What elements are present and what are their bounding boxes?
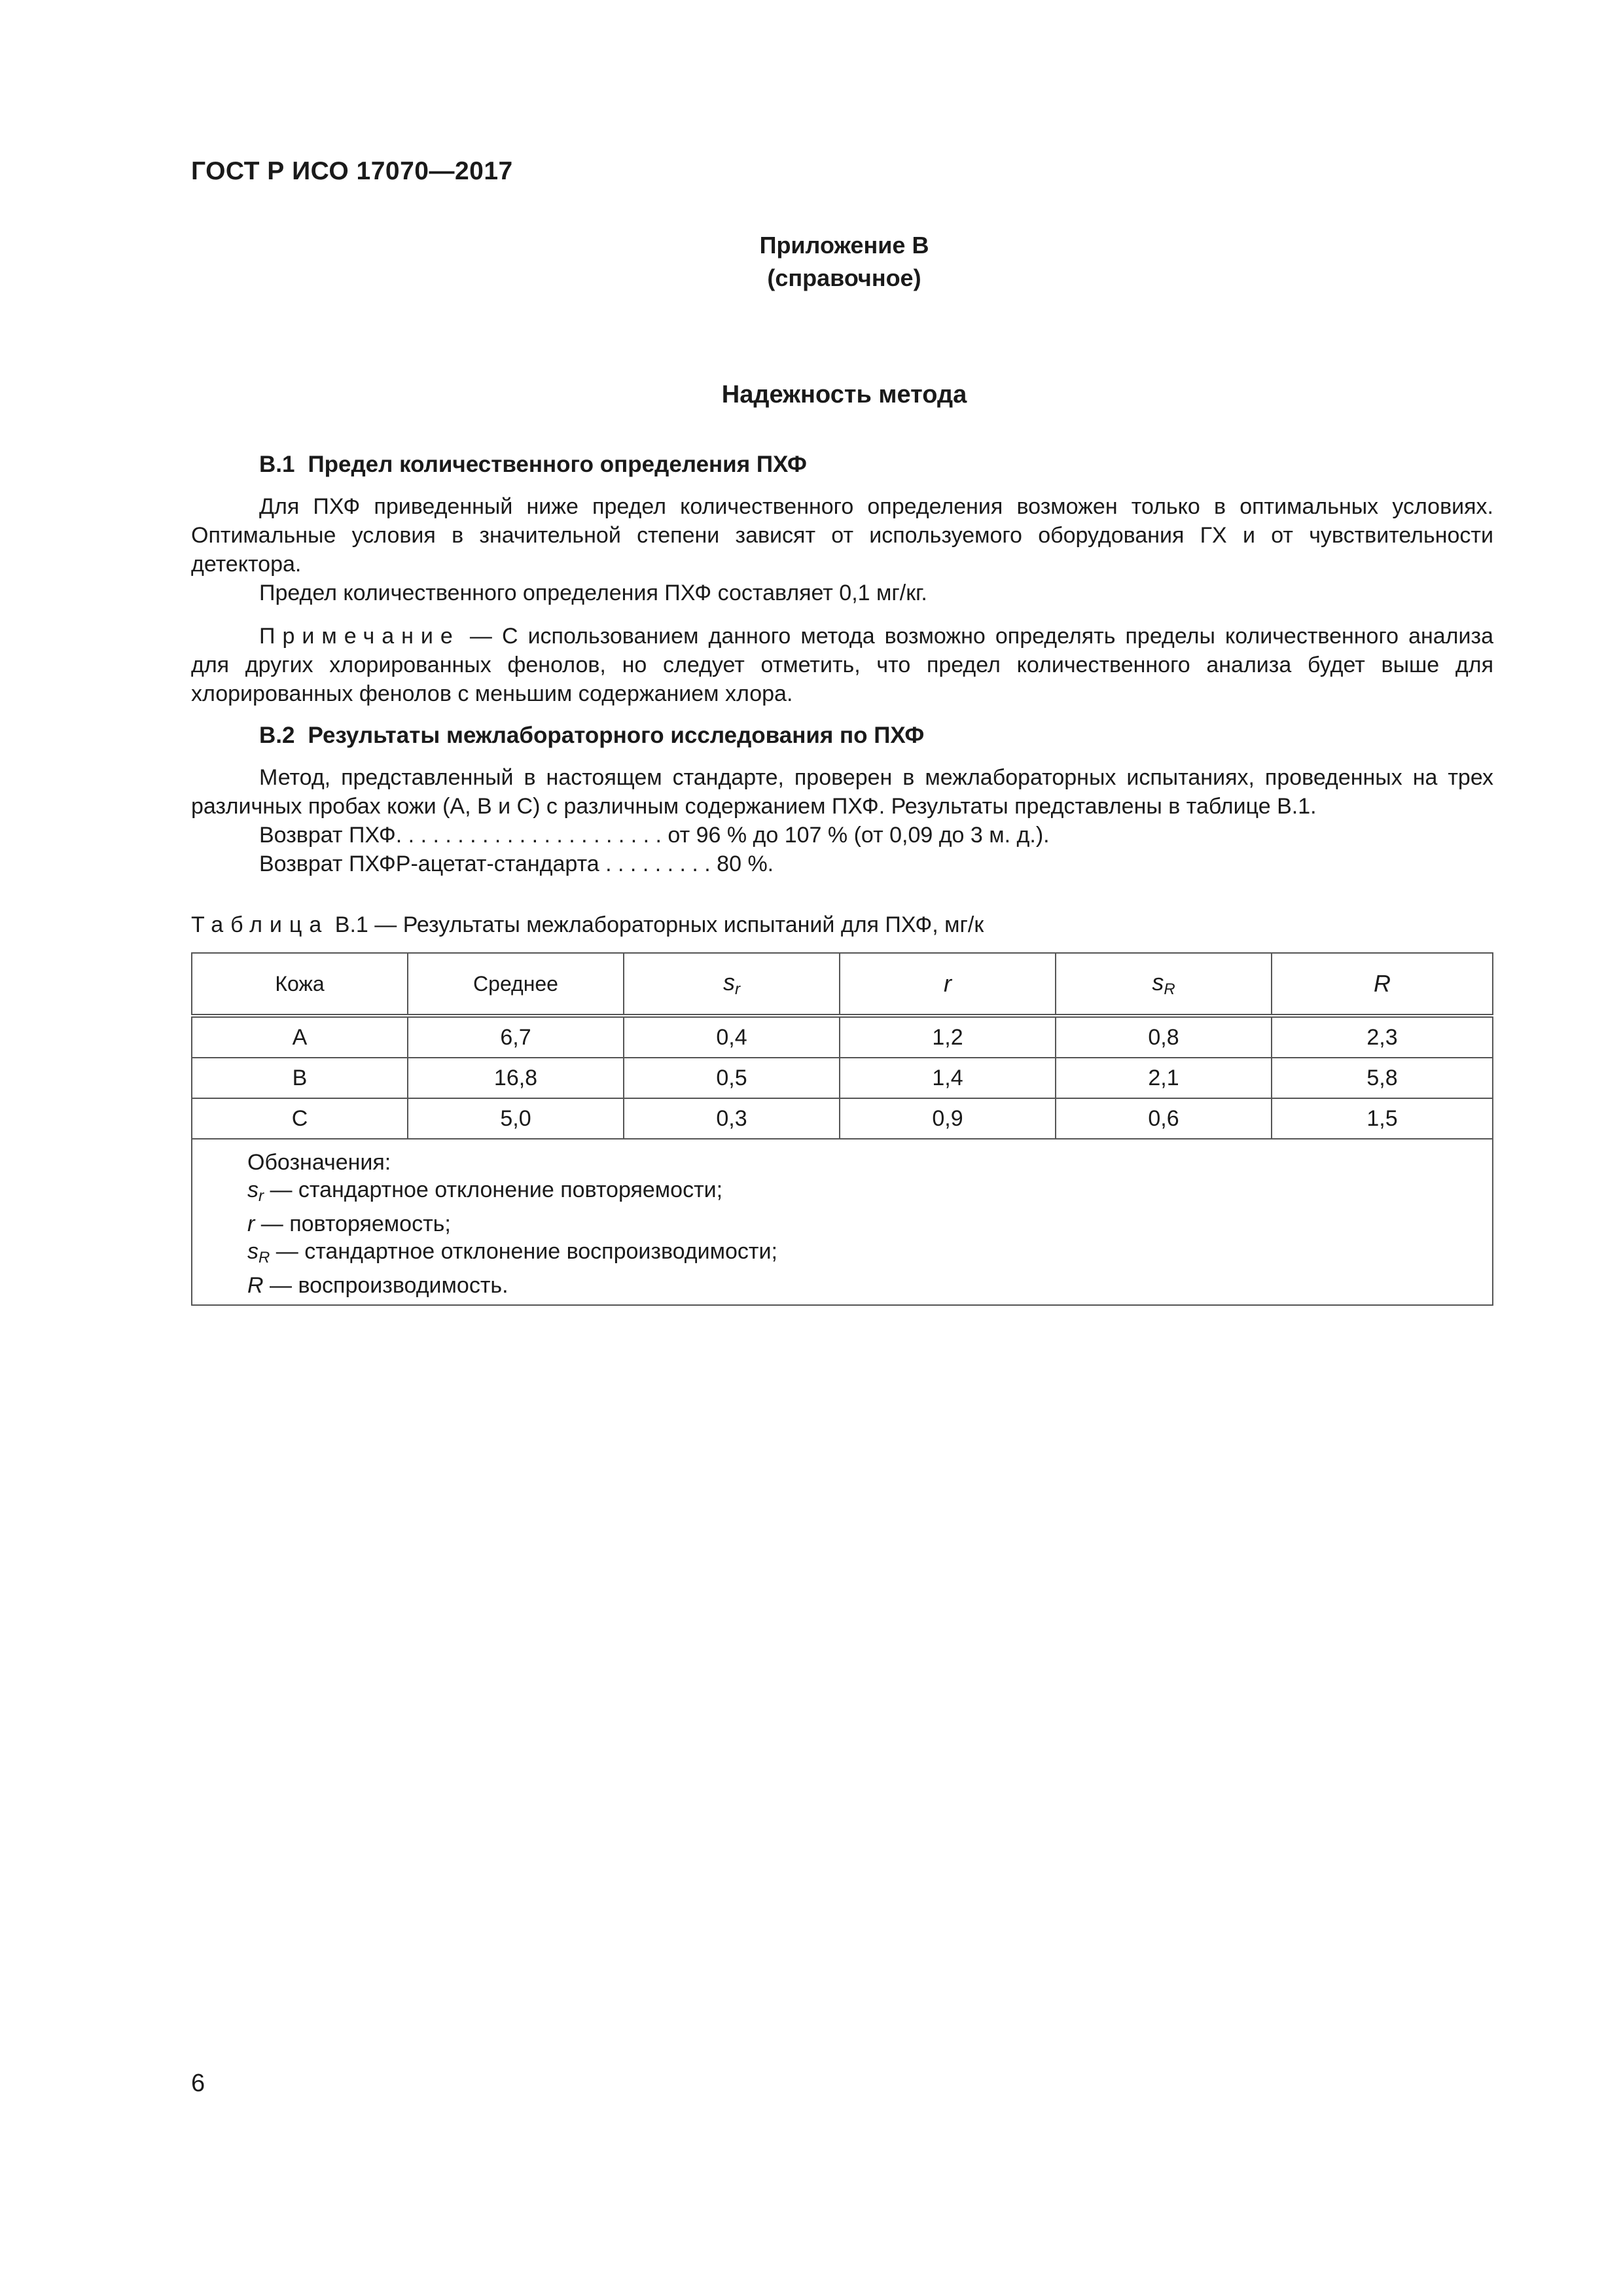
section-b2-title: Результаты межлабораторного исследования по ПХФ	[308, 723, 925, 748]
document-code: ГОСТ Р ИСО 17070—2017	[191, 157, 513, 185]
cell-R: 1,5	[1272, 1098, 1493, 1139]
recovery-pcp-line: Возврат ПХФ. . . . . . . . . . . . . . . . . . . . . . от 96 % до 107 % (от 0,09 до 3 м. д.).	[259, 823, 1050, 848]
legend-sr-text: — стандартное отклонение повторяемости;	[264, 1177, 723, 1202]
cell-mean: 5,0	[408, 1098, 624, 1139]
legend-R-symbol: R	[247, 1273, 264, 1298]
section-b1-heading	[259, 452, 807, 478]
section-b2-number: В.2	[259, 723, 295, 748]
annex-title: Приложение В	[759, 232, 929, 259]
legend-R-text: — воспроизводимость.	[263, 1273, 508, 1298]
table-caption	[191, 912, 984, 938]
cell-mean: 6,7	[408, 1016, 624, 1058]
section-b1-title: Предел количественного определения ПХФ	[308, 452, 807, 477]
cell-mean: 16,8	[408, 1058, 624, 1098]
header-r: r	[840, 953, 1056, 1016]
cell-sr: 0,4	[624, 1016, 840, 1058]
section-b1-note	[191, 622, 1493, 708]
cell-R: 5,8	[1272, 1058, 1493, 1098]
table-row	[192, 1098, 1493, 1139]
cell-sR: 2,1	[1056, 1058, 1272, 1098]
header-skin: Кожа	[192, 953, 408, 1016]
cell-skin: В	[192, 1058, 408, 1098]
table-legend-row	[192, 1139, 1493, 1305]
cell-sr: 0,5	[624, 1058, 840, 1098]
legend-sR	[247, 1238, 1492, 1272]
header-mean: Среднее	[408, 953, 624, 1016]
cell-sR: 0,6	[1056, 1098, 1272, 1139]
annex-heading	[654, 229, 1034, 295]
page-title: Надежность метода	[721, 381, 967, 408]
cell-r: 1,2	[840, 1016, 1056, 1058]
results-table	[191, 952, 1493, 1306]
legend-sR-subscript: R	[259, 1249, 270, 1266]
note-text: — С использованием данного метода возможно определять пределы количественного анализа для других хлорированных фенолов, но следует отметить, что предел количественного анализа будет выше для хлорированных фенолов с меньшим содержанием хлора.	[191, 624, 1494, 706]
cell-sR: 0,8	[1056, 1016, 1272, 1058]
cell-skin: А	[192, 1016, 408, 1058]
recovery-standard-line: Возврат ПХФР-ацетат-стандарта . . . . . . . . . 80 %.	[259, 852, 774, 876]
cell-skin: С	[192, 1098, 408, 1139]
note-label: Примечание	[259, 624, 460, 649]
table-header-row	[192, 953, 1493, 1016]
header-sr-symbol: s	[723, 969, 735, 996]
cell-r: 0,9	[840, 1098, 1056, 1139]
legend-r-symbol: r	[247, 1211, 255, 1236]
cell-R: 2,3	[1272, 1016, 1493, 1058]
table-legend	[192, 1139, 1493, 1305]
legend-sR-symbol: s	[247, 1239, 259, 1264]
header-sr	[624, 953, 840, 1016]
section-b1-paragraph-2: Предел количественного определения ПХФ составляет 0,1 мг/кг.	[259, 581, 927, 605]
table-caption-text: В.1 — Результаты межлабораторных испытаний для ПХФ, мг/к	[334, 912, 984, 937]
section-b2-paragraph-1: Метод, представленный в настоящем стандарте, проверен в межлабораторных испытаниях, проведенных на трех различных пробах кожи (А, В и С) с различным содержанием ПХФ. Результаты представлены в таблице В.1.	[191, 765, 1493, 819]
page-number: 6	[191, 2070, 205, 2097]
legend-r	[247, 1210, 1492, 1238]
table-row	[192, 1016, 1493, 1058]
section-b2-heading	[259, 723, 924, 749]
header-sR-subscript: R	[1164, 980, 1175, 998]
header-R: R	[1272, 953, 1493, 1016]
legend-sR-text: — стандартное отклонение воспроизводимости;	[270, 1239, 777, 1264]
cell-r: 1,4	[840, 1058, 1056, 1098]
section-b1-paragraph-1: Для ПХФ приведенный ниже предел количественного определения возможен только в оптимальных условиях. Оптимальные условия в значительной степени зависят от используемого оборудования ГХ и от чувствительности детектора.	[191, 494, 1493, 577]
legend-sr-subscript: r	[259, 1187, 264, 1205]
header-sR-symbol: s	[1152, 969, 1164, 996]
table-caption-label: Таблица	[191, 912, 329, 937]
section-b1-number: В.1	[259, 452, 295, 477]
legend-sr	[247, 1176, 1492, 1210]
cell-sr: 0,3	[624, 1098, 840, 1139]
legend-r-text: — повторяемость;	[255, 1211, 451, 1236]
header-sR	[1056, 953, 1272, 1016]
table-row	[192, 1058, 1493, 1098]
legend-title: Обозначения:	[247, 1150, 391, 1175]
legend-sr-symbol: s	[247, 1177, 259, 1202]
legend-R	[247, 1272, 1492, 1299]
annex-type: (справочное)	[767, 264, 921, 291]
header-sr-subscript: r	[735, 980, 740, 998]
